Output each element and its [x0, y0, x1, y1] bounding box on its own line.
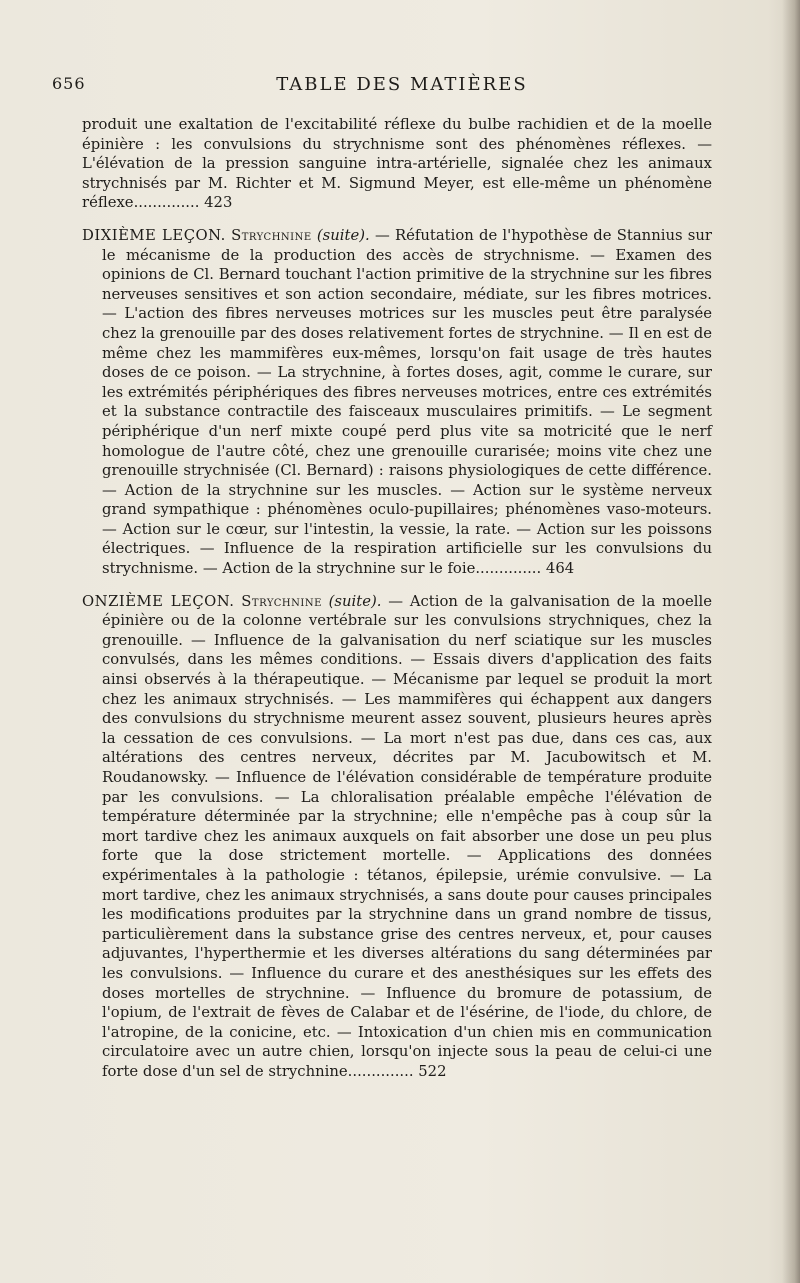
entry-text: produit une exaltation de l'excitabilité réflexe du bulbe rachidien et de la moelle épinière : les convulsions du strychnisme sont des phénomènes réflexes. — L'élévation de la pression sanguine intra-artérielle, signalée chez les animaux strychnisés par M. Richter et M. Sigmund Meyer, est elle-même un phénomène réflexe [82, 116, 712, 212]
lecon-suite: (suite). [316, 226, 370, 244]
page-number: 656 [52, 74, 86, 93]
page-spine-shadow [782, 0, 800, 1283]
entry-text: — Action de la galvanisation de la moelle épinière ou de la colonne vertébrale sur les convulsions strychniques, chez la grenouille. — Influence de la galvanisation du nerf sciatique sur les muscles convulsés, dans les mêmes conditions. — Essais divers d'application des faits ainsi observés à la thérapeutique. — Mécanisme par lequel se produit la mort chez les animaux strychnisés. — Les mammifères qui échappent aux dangers des convulsions du strychnisme meurent assez souvent, plusieurs heures après la cessation de ces convulsions. — La mort n'est pas due, dans ces cas, aux altérations des centres nerveux, décrites par M. Jacubowitsch et M. Roudanowsky. — Influence de l'élévation considérable de température produite par les convulsions. — La chloralisation préalable empêche l'élévation de température déterminée par la strychnine; elle n'empêche pas à coup sûr la mort tardive chez les animaux auxquels on fait absorber une dose un peu plus forte que la dose strictement mortelle. — Applications des données expérimentales à la pathologie : tétanos, épilepsie, urémie convulsive. — La mort tardive, chez les animaux strychnisés, a sans doute pour causes principales les modifications produites par la strychnine dans un grand nombre de tissus, particulièrement dans la substance grise des centres nerveux, et, pour causes adjuvantes, l'hyperthermie et les diverses altérations du sang déterminées par les convulsions. — Influence du curare et des anesthésiques sur les effets des doses mortelles de strychnine. — Influence du bromure de potassium, de l'opium, de l'extrait de fèves de Calabar et de l'ésérine, de l'iode, du chlore, de l'atropine, de la conicine, etc. — Intoxication d'un chien mis en communication circulatoire avec un autre chien, lorsqu'on injecte sous la peau de celui-ci une forte dose d'un sel de strychnine [102, 592, 712, 1080]
page-header [52, 74, 752, 100]
running-title: TABLE DES MATIÈRES [276, 74, 528, 95]
dot-leaders: .............. [475, 560, 542, 578]
lecon-topic: Strychnine [241, 592, 322, 610]
lecon-suite: (suite). [328, 592, 382, 610]
page-reference: 423 [204, 194, 233, 212]
toc-entry-continued [82, 115, 712, 213]
toc-entry-dixieme-lecon [82, 226, 712, 579]
page-reference: 522 [418, 1062, 447, 1080]
dot-leaders: .............. [133, 194, 200, 212]
table-of-contents [82, 115, 712, 1095]
entry-text: — Réfutation de l'hypothèse de Stannius sur le mécanisme de la production des accès de strychnisme. — Examen des opinions de Cl. Bernard touchant l'action primitive de la strychnine sur les fibres nerveuses sensitives et son action secondaire, médiate, sur les fibres motrices. — L'action des fibres nerveuses motrices sur les muscles peut être paralysée chez la grenouille par des doses relativement fortes de strychnine. — Il en est de même chez les mammifères eux-mêmes, lorsqu'on fait usage de très hautes doses de ce poison. — La strychnine, à fortes doses, agit, comme le curare, sur les extrémités périphériques des fibres nerveuses motrices, entre ces extrémités et la substance contractile des faisceaux musculaires primitifs. — Le segment périphérique d'un nerf mixte coupé perd plus vite sa motricité que le nerf homologue de l'autre côté, chez une grenouille curarisée; moins vite chez une grenouille strychnisée (Cl. Bernard) : raisons physiologiques de cette différence. — Action de la strychnine sur les muscles. — Action sur le système nerveux grand sympathique : phénomènes oculo-pupillaires; phénomènes vaso-moteurs. — Action sur le cœur, sur l'intestin, la vessie, la rate. — Action sur les poissons électriques. — Influence de la respiration artificielle sur les convulsions du strychnisme. — Action de la strychnine sur le foie [102, 226, 712, 578]
toc-entry-onzieme-lecon [82, 592, 712, 1082]
dot-leaders: .............. [347, 1062, 414, 1080]
page-reference: 464 [545, 560, 575, 578]
lecon-heading: DIXIÈME LEÇON. [82, 226, 226, 244]
lecon-topic: Strychnine [231, 226, 312, 244]
lecon-heading: ONZIÈME LEÇON. [82, 592, 235, 610]
